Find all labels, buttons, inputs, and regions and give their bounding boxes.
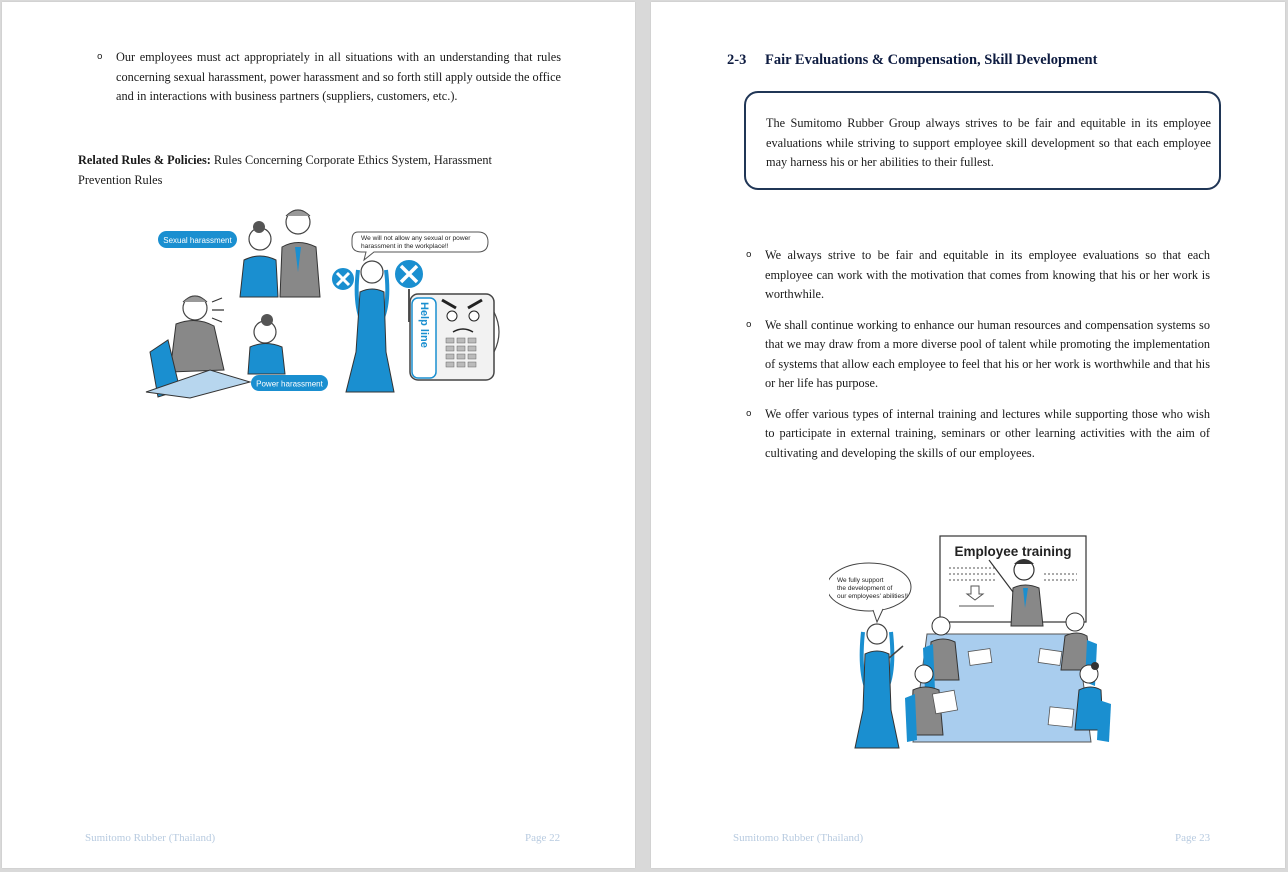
speech-line-1: We fully support bbox=[837, 577, 884, 584]
x-sign-icon bbox=[331, 267, 355, 291]
document-page-left bbox=[2, 2, 635, 868]
related-rules-text: Rules Concerning Corporate Ethics System, Harassment Prevention Rules bbox=[78, 153, 492, 187]
list-item bbox=[746, 246, 1210, 305]
bullet-text: We always strive to be fair and equitable in its employee evaluations so that each employee can work with the motivation that comes from knowing that his or her work is worthwhile. bbox=[765, 248, 1210, 301]
mascot-figure bbox=[855, 624, 903, 748]
section-number: 2-3 bbox=[727, 52, 747, 68]
bullet-text: Our employees must act appropriately in all situations with an understanding that rules concerning sexual harassment, power harassment and so forth still apply outside the office and in interactions with business partners (suppliers, customers, etc.). bbox=[116, 50, 561, 103]
bullet-marker: o bbox=[746, 250, 752, 260]
attendee-figure bbox=[1075, 662, 1111, 742]
helpline-phone-icon bbox=[410, 294, 499, 380]
related-rules bbox=[78, 151, 548, 190]
power-harassment-label: Power harassment bbox=[256, 379, 323, 389]
whiteboard-title: Employee training bbox=[954, 544, 1072, 559]
harassment-illustration bbox=[140, 202, 505, 402]
section-title: Fair Evaluations & Compensation, Skill Development bbox=[765, 52, 1098, 68]
list-item bbox=[746, 405, 1210, 464]
couple-figures bbox=[240, 210, 320, 297]
speech-line-2: the development of bbox=[837, 585, 893, 592]
scolded-employee-figure bbox=[248, 314, 285, 374]
bullet-text: We shall continue working to enhance our human resources and compensation systems so that we may draw from a more diverse pool of talent while promoting the implementation of systems that allow each employee to feel that his or her work is worthwhile and that his or her life has purpose. bbox=[765, 317, 1210, 390]
callout-text: The Sumitomo Rubber Group always strives to be fair and equitable in its employee evaluations while striving to support employee skill development so that each employee may harness his or her abilities to their fullest. bbox=[766, 116, 1211, 169]
bullet-list bbox=[746, 246, 1210, 463]
angry-manager-figure bbox=[146, 296, 250, 398]
bullet-list bbox=[97, 48, 561, 107]
speech-line-3: our employees' abilities!! bbox=[837, 593, 908, 600]
bullet-marker: o bbox=[746, 408, 752, 419]
policy-callout-box bbox=[744, 91, 1221, 190]
list-item bbox=[97, 48, 561, 107]
bullet-marker: o bbox=[746, 319, 752, 330]
section-heading bbox=[727, 52, 1097, 69]
footer-page-number: Page 23 bbox=[1175, 832, 1211, 844]
list-item bbox=[746, 316, 1210, 394]
training-illustration bbox=[829, 530, 1114, 752]
helpline-label: Help line bbox=[418, 302, 430, 348]
speech-line-1: We will not allow any sexual or power bbox=[361, 235, 471, 242]
related-rules-label: Related Rules & Policies: bbox=[78, 153, 211, 167]
document-page-right bbox=[651, 2, 1285, 868]
speech-line-2: harassment in the workplace!! bbox=[361, 243, 449, 250]
footer-company: Sumitomo Rubber (Thailand) bbox=[85, 832, 216, 844]
footer-page-number: Page 22 bbox=[525, 832, 561, 844]
bullet-marker: o bbox=[97, 52, 103, 62]
bullet-text: We offer various types of internal training and lectures while supporting those who wish to participate in external training, seminars or other learning activities with the aim of cultivating and developing the skills of our employees. bbox=[765, 406, 1210, 460]
footer-company: Sumitomo Rubber (Thailand) bbox=[733, 832, 864, 844]
sexual-harassment-label: Sexual harassment bbox=[163, 236, 232, 245]
